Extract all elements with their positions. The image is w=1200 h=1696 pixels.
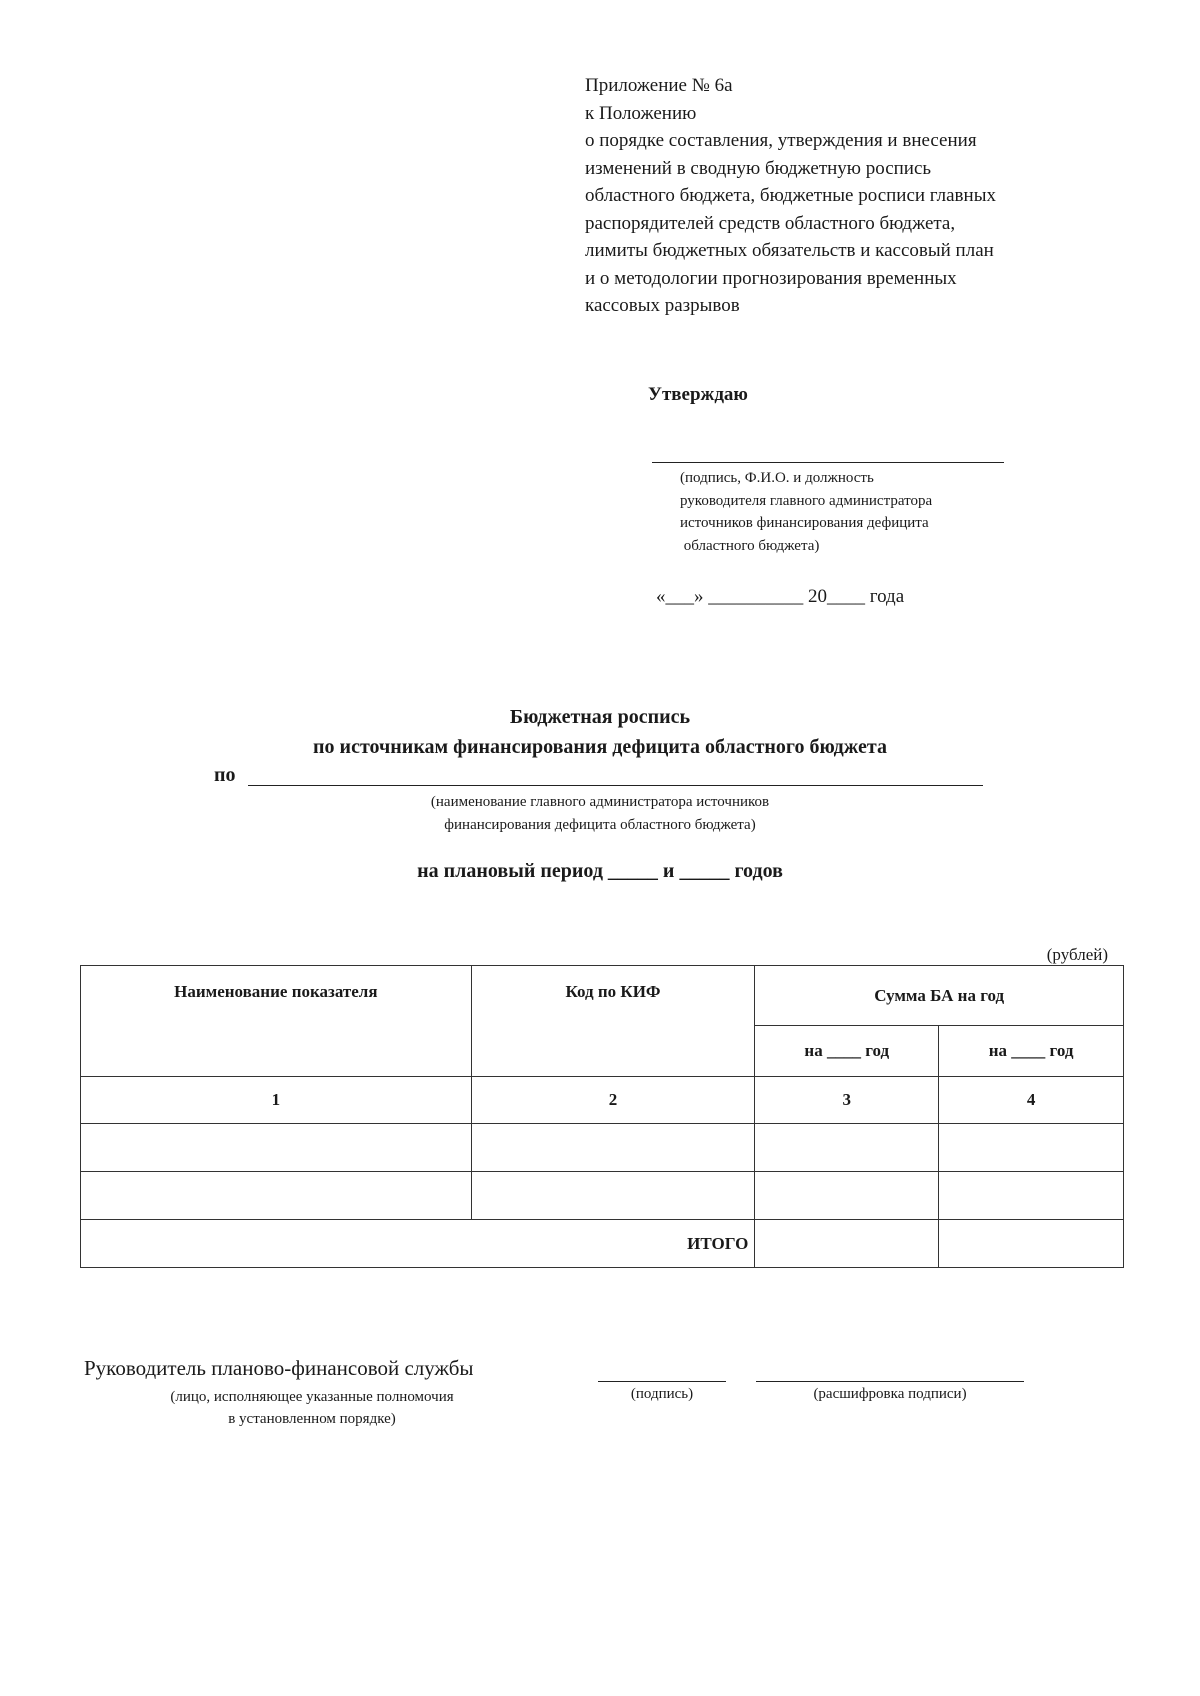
approval-note-line: (подпись, Ф.И.О. и должность <box>680 470 874 486</box>
annex-line: Приложение № 6а <box>585 75 733 96</box>
planning-period: на плановый период _____ и _____ годов <box>417 860 783 882</box>
currency-unit: (рублей) <box>1046 945 1108 964</box>
header-year-1: на ____ год <box>755 1026 939 1077</box>
document-subtitle: по источникам финансирования дефицита областного бюджета <box>313 736 887 758</box>
annex-line: к Положению <box>585 102 697 124</box>
header-year-2: на ____ год <box>939 1026 1124 1077</box>
footer-note-line: в установленном порядке) <box>228 1411 396 1427</box>
annex-line: и о методологии прогнозирования временных <box>585 267 957 289</box>
approval-title: Утверждаю <box>648 384 748 405</box>
table-row <box>81 1124 1124 1172</box>
budget-table <box>80 965 1124 1268</box>
table-cell[interactable] <box>755 1172 939 1220</box>
administrator-note-line: (наименование главного администратора источников <box>430 794 770 810</box>
annex-line: о порядке составления, утверждения и внесения <box>585 130 977 151</box>
footer-signature-caption: (подпись) <box>630 1386 694 1402</box>
footer-signature-line[interactable] <box>598 1381 726 1382</box>
header-indicator-name: Наименование показателя <box>81 966 472 1077</box>
table-cell[interactable] <box>939 1172 1124 1220</box>
table-cell[interactable] <box>81 1172 472 1220</box>
footer-role-note <box>84 1386 540 1430</box>
column-number: 2 <box>471 1077 755 1124</box>
column-number: 3 <box>755 1077 939 1124</box>
header-kif-code: Код по КИФ <box>471 966 755 1077</box>
total-cell[interactable] <box>939 1220 1124 1268</box>
table-cell[interactable] <box>755 1124 939 1172</box>
administrator-label: по <box>214 764 236 786</box>
approval-signature-line[interactable] <box>652 462 1004 463</box>
total-row <box>81 1220 1124 1268</box>
annex-header <box>585 72 1105 320</box>
table-cell[interactable] <box>939 1124 1124 1172</box>
annex-line: кассовых разрывов <box>585 295 740 316</box>
column-number: 4 <box>939 1077 1124 1124</box>
approval-note-line: руководителя главного администратора <box>680 492 933 509</box>
document-title: Бюджетная роспись <box>509 706 691 728</box>
approval-note-line: областного бюджета) <box>680 537 820 554</box>
administrator-name-field[interactable] <box>248 785 983 786</box>
table-row <box>81 1172 1124 1220</box>
table-cell[interactable] <box>471 1172 755 1220</box>
approval-note-line: источников финансирования дефицита <box>680 515 929 531</box>
total-label: ИТОГО <box>81 1220 755 1268</box>
table-cell[interactable] <box>81 1124 472 1172</box>
column-number: 1 <box>81 1077 472 1124</box>
annex-line: областного бюджета, бюджетные росписи главных <box>585 185 996 206</box>
approval-signature-note <box>680 467 932 557</box>
footer-role: Руководитель планово-финансовой службы <box>84 1356 474 1380</box>
footer-decoding-caption: (расшифровка подписи) <box>813 1386 967 1402</box>
footer-decoding-line[interactable] <box>756 1381 1024 1382</box>
total-cell[interactable] <box>755 1220 939 1268</box>
annex-line: изменений в сводную бюджетную роспись <box>585 157 932 179</box>
annex-line: распорядителей средств областного бюджета, <box>585 212 956 234</box>
administrator-note <box>0 791 1200 837</box>
footer-note-line: (лицо, исполняющее указанные полномочия <box>170 1389 454 1405</box>
approval-date-field[interactable]: «___» __________ 20____ года <box>656 586 905 607</box>
table-cell[interactable] <box>471 1124 755 1172</box>
annex-line: лимиты бюджетных обязательств и кассовый план <box>585 240 994 261</box>
administrator-note-line: финансирования дефицита областного бюджета) <box>444 817 756 833</box>
header-annual-sum: Сумма БА на год <box>755 966 1124 1026</box>
